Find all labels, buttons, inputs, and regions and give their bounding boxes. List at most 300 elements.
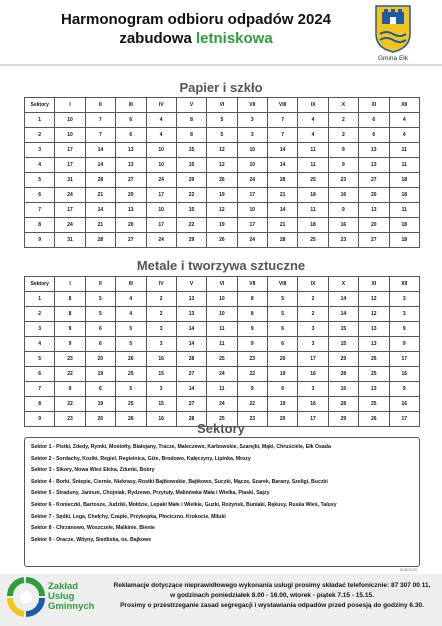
sector-item: Sektor 6 - Konieczki, Bartosze, Judziki, Mołdzie, Lepaki Małe i Wielkie, Guzki, Rożyńsk, Buniaki, Rękusy, Ruska Wieś, Talusy <box>31 501 337 508</box>
pickup-day-cell: 23 <box>328 233 358 248</box>
pickup-day-cell: 25 <box>298 173 328 188</box>
pickup-day-cell: 25 <box>359 397 389 412</box>
pickup-day-cell: 16 <box>328 218 358 233</box>
sector-number-cell: 8 <box>25 397 55 412</box>
pickup-day-cell: 12 <box>359 292 389 307</box>
sector-item: Sektor 4 - Borki, Śniepie, Ciernie, Niekrasy, Rostki Bajtkowskie, Bajtkowo, Suczki, Mącze, Szarek, Barany, Szeligi, Buczki <box>31 478 328 485</box>
pickup-day-cell: 20 <box>85 412 115 427</box>
column-header-month: V <box>176 98 206 113</box>
column-header-month: VII <box>237 277 267 292</box>
pickup-day-cell: 23 <box>328 173 358 188</box>
pickup-day-cell: 25 <box>207 412 237 427</box>
pickup-day-cell: 11 <box>207 382 237 397</box>
pickup-day-cell: 2 <box>298 292 328 307</box>
pickup-day-cell: 8 <box>237 292 267 307</box>
pickup-day-cell: 2 <box>298 307 328 322</box>
pickup-day-cell: 9 <box>55 337 85 352</box>
pickup-day-cell: 31 <box>55 233 85 248</box>
pickup-day-cell: 3 <box>298 382 328 397</box>
sector-number-cell: 7 <box>25 382 55 397</box>
title-line-2 <box>36 29 356 48</box>
pickup-day-cell: 2 <box>146 292 176 307</box>
pickup-day-cell: 23 <box>55 352 85 367</box>
pickup-day-cell: 3 <box>237 128 267 143</box>
sector-number-cell: 7 <box>25 203 55 218</box>
pickup-day-cell: 11 <box>298 143 328 158</box>
pickup-day-cell: 17 <box>55 158 85 173</box>
pickup-day-cell: 13 <box>359 337 389 352</box>
pickup-day-cell: 27 <box>359 233 389 248</box>
column-header-month: VII <box>237 98 267 113</box>
pickup-day-cell: 26 <box>207 173 237 188</box>
pickup-day-cell: 16 <box>389 367 420 382</box>
pickup-day-cell: 21 <box>268 218 298 233</box>
pickup-day-cell: 14 <box>268 143 298 158</box>
pickup-day-cell: 5 <box>268 307 298 322</box>
pickup-day-cell: 14 <box>328 292 358 307</box>
pickup-day-cell: 20 <box>268 352 298 367</box>
pickup-day-cell: 17 <box>237 218 267 233</box>
pickup-day-cell: 21 <box>85 188 115 203</box>
pickup-day-cell: 5 <box>85 307 115 322</box>
footer <box>0 574 442 626</box>
logo-line-1: Zakład <box>48 581 79 592</box>
column-header-month: X <box>328 98 358 113</box>
pickup-day-cell: 14 <box>85 143 115 158</box>
sector-item: Sektor 1 - Pistki, Zdedy, Rymki, Mostołty, Białojany, Tracze, Maleczewo, Karbowskie, Szarejki, Mąki, Chruściele, Ełk Osada <box>31 444 331 450</box>
pickup-day-cell: 6 <box>268 337 298 352</box>
pickup-day-cell: 14 <box>268 203 298 218</box>
pickup-day-cell: 13 <box>176 292 206 307</box>
pickup-day-cell: 24 <box>237 173 267 188</box>
pickup-day-cell: 17 <box>55 143 85 158</box>
sector-number-cell: 1 <box>25 292 55 307</box>
pickup-day-cell: 18 <box>389 173 420 188</box>
pickup-day-cell: 20 <box>359 188 389 203</box>
table-row <box>25 382 420 397</box>
pickup-day-cell: 27 <box>176 397 206 412</box>
pickup-day-cell: 3 <box>389 292 420 307</box>
pickup-day-cell: 11 <box>298 203 328 218</box>
sectors-section-title: Sektory <box>197 421 245 436</box>
pickup-day-cell: 3 <box>298 322 328 337</box>
column-header-month: I <box>55 277 85 292</box>
pickup-day-cell: 19 <box>268 367 298 382</box>
pickup-day-cell: 27 <box>176 367 206 382</box>
pickup-day-cell: 2 <box>328 128 358 143</box>
zug-logo-text <box>48 582 94 612</box>
column-header-month: X <box>328 277 358 292</box>
column-header-month: XII <box>389 277 420 292</box>
complaint-info-line-1: Reklamacje dotyczące nieprawidłowego wykonania usługi prosimy składać telefonicznie: 87 307 00 11, <box>113 582 431 589</box>
pickup-day-cell: 17 <box>389 352 420 367</box>
sector-number-cell: 6 <box>25 367 55 382</box>
pickup-day-cell: 18 <box>389 233 420 248</box>
pickup-day-cell: 10 <box>207 292 237 307</box>
pickup-day-cell: 13 <box>176 307 206 322</box>
pickup-day-cell: 28 <box>176 352 206 367</box>
pickup-day-cell: 8 <box>55 292 85 307</box>
sector-item: Sektor 9 - Oracze, Wityny, Siedliska, os. Bajkowe <box>31 536 152 543</box>
pickup-day-cell: 14 <box>176 337 206 352</box>
sector-item: Sektor 7 - Sędki, Lega, Chełchy, Czaple, Przykopka, Płociczno, Krokocie, Miluki <box>31 513 226 520</box>
pickup-day-cell: 4 <box>389 113 420 128</box>
pickup-day-cell: 19 <box>207 218 237 233</box>
sector-number-cell: 4 <box>25 158 55 173</box>
table-header-row <box>25 277 420 292</box>
column-header-month: II <box>85 98 115 113</box>
pickup-day-cell: 18 <box>389 218 420 233</box>
column-header-month: XI <box>359 98 389 113</box>
pickup-day-cell: 10 <box>55 113 85 128</box>
table-row <box>25 188 420 203</box>
pickup-day-cell: 5 <box>207 128 237 143</box>
sector-number-cell: 4 <box>25 337 55 352</box>
pickup-day-cell: 11 <box>389 158 420 173</box>
metale-schedule-table <box>24 276 420 427</box>
pickup-day-cell: 11 <box>389 143 420 158</box>
pickup-day-cell: 4 <box>116 307 146 322</box>
pickup-day-cell: 15 <box>328 337 358 352</box>
pickup-day-cell: 3 <box>146 382 176 397</box>
pickup-day-cell: 24 <box>237 233 267 248</box>
pickup-day-cell: 8 <box>176 113 206 128</box>
pickup-day-cell: 15 <box>176 203 206 218</box>
pickup-day-cell: 25 <box>116 397 146 412</box>
column-header-month: IV <box>146 277 176 292</box>
pickup-day-cell: 4 <box>146 113 176 128</box>
pickup-day-cell: 6 <box>116 113 146 128</box>
column-header-month: IX <box>298 98 328 113</box>
pickup-day-cell: 10 <box>237 158 267 173</box>
pickup-day-cell: 18 <box>298 188 328 203</box>
pickup-day-cell: 6 <box>85 382 115 397</box>
pickup-day-cell: 24 <box>55 218 85 233</box>
pickup-day-cell: 11 <box>207 322 237 337</box>
pickup-day-cell: 29 <box>328 352 358 367</box>
pickup-day-cell: 18 <box>389 188 420 203</box>
pickup-day-cell: 13 <box>116 143 146 158</box>
table-row <box>25 233 420 248</box>
pickup-day-cell: 3 <box>146 337 176 352</box>
column-header-month: IX <box>298 277 328 292</box>
complaint-info-line-2: w godzinach poniedziałek 8.00 - 16.00, wtorek - piątek 7.15 - 15.15. <box>170 592 374 599</box>
pickup-day-cell: 28 <box>268 233 298 248</box>
pickup-day-cell: 7 <box>268 113 298 128</box>
sector-item: Sektor 8 - Chrzanowo, Woszczele, Malkinie, Bienie <box>31 525 155 532</box>
pickup-day-cell: 5 <box>268 292 298 307</box>
sector-number-cell: 2 <box>25 307 55 322</box>
pickup-day-cell: 12 <box>207 203 237 218</box>
pickup-day-cell: 10 <box>146 143 176 158</box>
pickup-day-cell: 27 <box>116 233 146 248</box>
column-header-month: IV <box>146 98 176 113</box>
table-row <box>25 128 420 143</box>
pickup-day-cell: 6 <box>268 382 298 397</box>
pickup-day-cell: 15 <box>328 382 358 397</box>
pickup-day-cell: 10 <box>55 128 85 143</box>
pickup-day-cell: 7 <box>268 128 298 143</box>
table-row <box>25 113 420 128</box>
pickup-day-cell: 9 <box>55 382 85 397</box>
pickup-day-cell: 25 <box>116 367 146 382</box>
column-header-month: XII <box>389 98 420 113</box>
pickup-day-cell: 4 <box>298 113 328 128</box>
pickup-day-cell: 20 <box>268 412 298 427</box>
pickup-day-cell: 14 <box>328 307 358 322</box>
pickup-day-cell: 26 <box>116 352 146 367</box>
column-header-month: VI <box>207 98 237 113</box>
pickup-day-cell: 9 <box>328 143 358 158</box>
pickup-day-cell: 22 <box>176 188 206 203</box>
pickup-day-cell: 28 <box>176 412 206 427</box>
pickup-day-cell: 28 <box>328 397 358 412</box>
sectors-list <box>24 437 420 567</box>
pickup-day-cell: 22 <box>176 218 206 233</box>
pickup-day-cell: 20 <box>85 352 115 367</box>
sector-number-cell: 5 <box>25 173 55 188</box>
pickup-day-cell: 10 <box>207 307 237 322</box>
column-header-month: I <box>55 98 85 113</box>
pickup-day-cell: 2 <box>146 307 176 322</box>
pickup-day-cell: 16 <box>298 367 328 382</box>
pickup-day-cell: 13 <box>359 322 389 337</box>
pickup-day-cell: 5 <box>207 113 237 128</box>
pickup-day-cell: 15 <box>328 322 358 337</box>
table-row <box>25 397 420 412</box>
complaint-info <box>108 581 436 611</box>
pickup-day-cell: 24 <box>146 173 176 188</box>
pickup-day-cell: 29 <box>176 173 206 188</box>
sector-number-cell: 3 <box>25 143 55 158</box>
pickup-day-cell: 28 <box>85 233 115 248</box>
pickup-day-cell: 22 <box>237 367 267 382</box>
pickup-day-cell: 6 <box>268 322 298 337</box>
pickup-day-cell: 23 <box>55 412 85 427</box>
pickup-day-cell: 15 <box>146 397 176 412</box>
pickup-day-cell: 26 <box>207 233 237 248</box>
pickup-day-cell: 26 <box>359 352 389 367</box>
pickup-day-cell: 6 <box>85 337 115 352</box>
pickup-day-cell: 6 <box>116 128 146 143</box>
pickup-day-cell: 18 <box>298 218 328 233</box>
pickup-day-cell: 17 <box>146 188 176 203</box>
header <box>0 0 442 66</box>
pickup-day-cell: 23 <box>237 412 267 427</box>
pickup-day-cell: 3 <box>237 113 267 128</box>
pickup-day-cell: 9 <box>237 337 267 352</box>
pickup-day-cell: 28 <box>268 173 298 188</box>
pickup-day-cell: 19 <box>85 397 115 412</box>
pickup-day-cell: 12 <box>207 143 237 158</box>
header-divider <box>0 64 442 66</box>
pickup-day-cell: 4 <box>116 292 146 307</box>
pickup-day-cell: 13 <box>359 158 389 173</box>
column-header-month: VIII <box>268 98 298 113</box>
table-row <box>25 218 420 233</box>
pickup-day-cell: 14 <box>85 158 115 173</box>
pickup-day-cell: 16 <box>146 352 176 367</box>
papier-section-title: Papier i szkło <box>179 80 263 95</box>
pickup-day-cell: 19 <box>85 367 115 382</box>
pickup-day-cell: 20 <box>116 218 146 233</box>
logo-line-2: Usług <box>48 591 75 602</box>
gmina-crest-icon <box>374 4 412 54</box>
pickup-day-cell: 21 <box>85 218 115 233</box>
pickup-day-cell: 24 <box>207 367 237 382</box>
pickup-day-cell: 8 <box>237 307 267 322</box>
pickup-day-cell: 5 <box>85 292 115 307</box>
sector-item: Sektor 2 - Sordachy, Koziki, Regiel, Regielnica, Giże, Brodowo, Kałęczyny, Lipinka, Mrozy <box>31 455 251 462</box>
pickup-day-cell: 2 <box>328 113 358 128</box>
papier-schedule-table <box>24 97 420 248</box>
pickup-day-cell: 7 <box>85 128 115 143</box>
table-row <box>25 322 420 337</box>
title-line-2-prefix: zabudowa <box>119 30 196 47</box>
pickup-day-cell: 17 <box>55 203 85 218</box>
pickup-day-cell: 26 <box>359 412 389 427</box>
pickup-day-cell: 16 <box>389 397 420 412</box>
sector-number-cell: 9 <box>25 412 55 427</box>
logo-line-3: Gminnych <box>48 601 95 612</box>
pickup-day-cell: 22 <box>55 367 85 382</box>
pickup-day-cell: 17 <box>146 218 176 233</box>
pickup-day-cell: 31 <box>55 173 85 188</box>
column-header-month: II <box>85 277 115 292</box>
pickup-day-cell: 17 <box>389 412 420 427</box>
pickup-day-cell: 24 <box>55 188 85 203</box>
pickup-day-cell: 15 <box>176 143 206 158</box>
column-header-sektory: Sektory <box>25 98 55 113</box>
pickup-day-cell: 29 <box>176 233 206 248</box>
column-header-month: XI <box>359 277 389 292</box>
table-row <box>25 203 420 218</box>
table-row <box>25 173 420 188</box>
pickup-day-cell: 4 <box>389 128 420 143</box>
pickup-day-cell: 14 <box>85 203 115 218</box>
pickup-day-cell: 3 <box>389 307 420 322</box>
pickup-day-cell: 9 <box>328 203 358 218</box>
pickup-day-cell: 17 <box>298 412 328 427</box>
metale-section-title: Metale i tworzywa sztuczne <box>136 258 306 273</box>
pickup-day-cell: 4 <box>146 128 176 143</box>
pickup-day-cell: 10 <box>237 203 267 218</box>
title-line-2-highlight: letniskowa <box>195 30 273 47</box>
table-row <box>25 367 420 382</box>
sector-number-cell: 6 <box>25 188 55 203</box>
pickup-day-cell: 13 <box>359 203 389 218</box>
pickup-day-cell: 5 <box>116 382 146 397</box>
table-row <box>25 158 420 173</box>
column-header-sektory: Sektory <box>25 277 55 292</box>
pickup-day-cell: 26 <box>116 412 146 427</box>
page-title <box>36 10 356 48</box>
pickup-day-cell: 5 <box>116 322 146 337</box>
pickup-day-cell: 29 <box>328 412 358 427</box>
pickup-day-cell: 11 <box>389 203 420 218</box>
pickup-day-cell: 24 <box>146 233 176 248</box>
pickup-day-cell: 6 <box>359 128 389 143</box>
pickup-day-cell: 9 <box>389 322 420 337</box>
pickup-day-cell: 10 <box>146 158 176 173</box>
pickup-day-cell: 28 <box>85 173 115 188</box>
sector-number-cell: 3 <box>25 322 55 337</box>
pickup-day-cell: 9 <box>389 337 420 352</box>
table-row <box>25 292 420 307</box>
title-line-1: Harmonogram odbioru odpadów 2024 <box>60 11 332 28</box>
pickup-day-cell: 22 <box>55 397 85 412</box>
pickup-day-cell: 3 <box>146 322 176 337</box>
table-row <box>25 143 420 158</box>
pickup-day-cell: 11 <box>298 158 328 173</box>
pickup-day-cell: 9 <box>237 322 267 337</box>
column-header-month: VI <box>207 277 237 292</box>
pickup-day-cell: 25 <box>359 367 389 382</box>
pickup-day-cell: 12 <box>359 307 389 322</box>
pickup-day-cell: 9 <box>389 382 420 397</box>
pickup-day-cell: 13 <box>116 158 146 173</box>
sector-number-cell: 1 <box>25 113 55 128</box>
table-row <box>25 352 420 367</box>
pickup-day-cell: 20 <box>359 218 389 233</box>
pickup-day-cell: 13 <box>359 382 389 397</box>
pickup-day-cell: 17 <box>298 352 328 367</box>
pickup-day-cell: 25 <box>207 352 237 367</box>
table-header-row <box>25 98 420 113</box>
sector-number-cell: 2 <box>25 128 55 143</box>
pickup-day-cell: 21 <box>268 188 298 203</box>
pickup-day-cell: 5 <box>116 337 146 352</box>
pickup-day-cell: 9 <box>237 382 267 397</box>
pickup-day-cell: 13 <box>359 143 389 158</box>
pickup-day-cell: 27 <box>359 173 389 188</box>
sector-number-cell: 9 <box>25 233 55 248</box>
pickup-day-cell: 13 <box>116 203 146 218</box>
pickup-day-cell: 9 <box>55 322 85 337</box>
pickup-day-cell: 23 <box>237 352 267 367</box>
pickup-day-cell: 22 <box>237 397 267 412</box>
pickup-day-cell: 28 <box>328 367 358 382</box>
pickup-day-cell: 14 <box>268 158 298 173</box>
pickup-day-cell: 15 <box>176 158 206 173</box>
table-row <box>25 307 420 322</box>
pickup-day-cell: 19 <box>268 397 298 412</box>
pickup-day-cell: 16 <box>328 188 358 203</box>
table-row <box>25 337 420 352</box>
pickup-day-cell: 8 <box>55 307 85 322</box>
pickup-day-cell: 17 <box>237 188 267 203</box>
pickup-day-cell: 3 <box>298 337 328 352</box>
column-header-month: III <box>116 277 146 292</box>
column-header-month: III <box>116 98 146 113</box>
pickup-day-cell: 9 <box>328 158 358 173</box>
pickup-day-cell: 24 <box>207 397 237 412</box>
pickup-day-cell: 14 <box>176 382 206 397</box>
sector-number-cell: 5 <box>25 352 55 367</box>
pickup-day-cell: 7 <box>85 113 115 128</box>
pickup-day-cell: 15 <box>146 367 176 382</box>
pickup-day-cell: 10 <box>237 143 267 158</box>
complaint-info-line-3: Prosimy o przestrzeganie zasad segregacji i wystawiania odpadów przed posesją do godziny 6.30. <box>120 602 424 609</box>
pickup-day-cell: 20 <box>116 188 146 203</box>
pickup-day-cell: 10 <box>146 203 176 218</box>
pickup-day-cell: 8 <box>176 128 206 143</box>
pickup-day-cell: 25 <box>298 233 328 248</box>
column-header-month: VIII <box>268 277 298 292</box>
pickup-day-cell: 6 <box>359 113 389 128</box>
column-header-month: V <box>176 277 206 292</box>
pickup-day-cell: 27 <box>116 173 146 188</box>
